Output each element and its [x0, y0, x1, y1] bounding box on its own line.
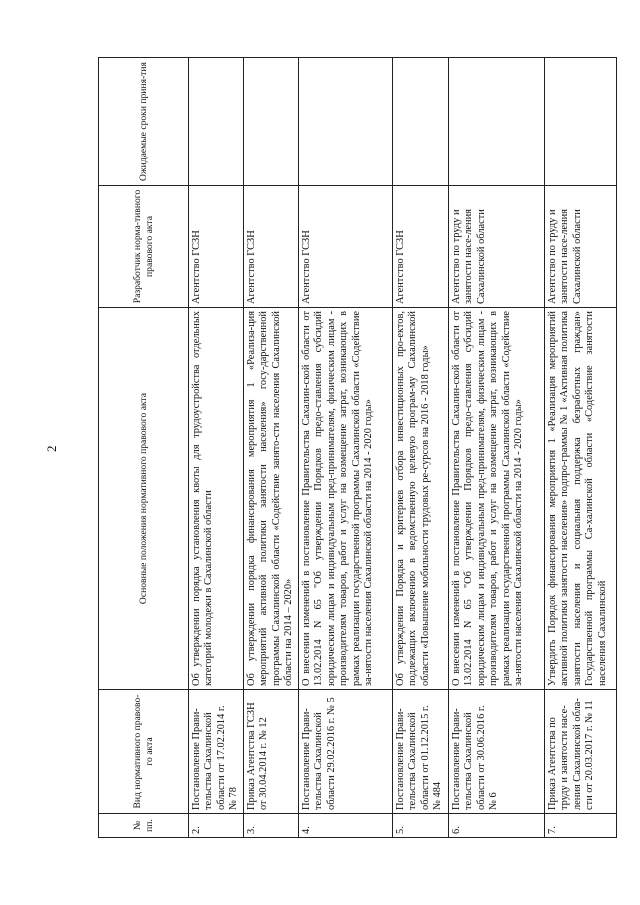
row-developer: Агентство ГСЗН — [392, 186, 448, 308]
table-header-row — [99, 58, 189, 838]
row-number: 7. — [544, 814, 616, 838]
table-row — [544, 58, 616, 838]
row-developer: Агентство ГСЗН — [298, 186, 392, 308]
row-provisions: Утвердить Порядок финансирования мероприятия 1 «Реализация мероприятий активной политики занятости населения» подпро-граммы № 1 «Активная политика занятости населения и социальная поддержка безработных граждан» Государственной программы Са-халинской области «Содействие занятости населения Сахалинской — [544, 308, 616, 690]
table-row — [392, 58, 448, 838]
row-number: 6. — [448, 814, 544, 838]
table-row — [189, 58, 244, 838]
table-row — [298, 58, 392, 838]
header-provisions: Основные положения нормативного правового акта — [99, 308, 189, 690]
row-provisions: Об утверждении Порядка и критериев отбора инвестиционных про-ектов, подлежащих включению в ведомственную целевую програм-му Сахалинской области «Повышение мобильности трудовых ре-сурсов на 2016 - 2018 годы» — [392, 308, 448, 690]
page-number: 2 — [44, 445, 59, 452]
row-number: 5. — [392, 814, 448, 838]
row-developer: Агентство по труду и занятости насе-ления Сахалинской области — [448, 186, 544, 308]
row-deadline — [544, 58, 616, 186]
row-act-kind: Постановление Прави-тельства Сахалинской области от 17.02.2014 г. № 78 — [189, 690, 244, 814]
row-developer: Агентство ГСЗН — [243, 186, 298, 308]
row-deadline — [189, 58, 244, 186]
table-row — [243, 58, 298, 838]
row-number: 3. — [243, 814, 298, 838]
table-row — [448, 58, 544, 838]
row-provisions: Об утверждении порядка установления квоты для трудоустройства отдельных категорий молодежи в Сахалинской области — [189, 308, 244, 690]
row-provisions: О внесении изменений в постановление Правительства Сахалин-ской области от 13.02.2014 N 65 "Об утверждении Порядков предо-ставления субсидий юридическим лицам и индивидуальным пред-принимателям, физическим лицам - производителям товаров, работ и услуг на возмещение затрат, возникающих в рамках реализации государственной программы Сахалинской области «Содействие за-нятости населения Сахалинской области на 2014 - 2020 годы» — [298, 308, 392, 690]
row-number: 2. — [189, 814, 244, 838]
row-act-kind: Приказ Агентства ГСЗН от 30.04.2014 г. № 12 — [243, 690, 298, 814]
header-act-kind: Вид нормативного правово-го акта — [99, 690, 189, 814]
row-deadline — [243, 58, 298, 186]
row-deadline — [392, 58, 448, 186]
row-act-kind: Постановление Прави-тельства Сахалинской области 29.02.2016 г. № 5 — [298, 690, 392, 814]
row-deadline — [298, 58, 392, 186]
row-provisions: О внесении изменений в постановление Правительства Сахалин-ской области от 13.02.2014 N 65 "Об утверждении Порядков предо-ставления субсидий юридическим лицам и индивидуальным пред-принимателям, физическим лицам - производителям товаров, работ и услуг на возмещение затрат, возникающих в рамках реализации государственной программы Сахалинской области «Содействие за-нятости населения Сахалинской области на 2014 - 2020 годы» — [448, 308, 544, 690]
acts-table — [98, 57, 617, 838]
row-act-kind: Постановление Прави-тельства Сахалинской области от 01.12.2015 г. № 484 — [392, 690, 448, 814]
row-developer: Агентство ГСЗН — [189, 186, 244, 308]
header-developer: Разработчик норма-тивного правового акта — [99, 186, 189, 308]
row-act-kind: Постановление Прави-тельства Сахалинской области от 30.06.2016 г. № 6 — [448, 690, 544, 814]
row-provisions: Об утверждении порядка финансирования мероприятия 1 «Реализа-ция мероприятий активной политики занятости населения» госу-дарственной программы Сахалинской области «Содействие занято-сти населения Сахалинской области на 2014 – 2020» — [243, 308, 298, 690]
row-act-kind: Приказ Агентства по труду и занятости насе-ления Сахалинской обла-сти от 20.03.2017 г. № 11 — [544, 690, 616, 814]
header-deadline: Ожидаемые сроки приня-тия — [99, 58, 189, 186]
header-number: № пп. — [99, 814, 189, 838]
row-deadline — [448, 58, 544, 186]
row-number: 4. — [298, 814, 392, 838]
row-developer: Агентство по труду и занятости насе-ления Сахалинской области — [544, 186, 616, 308]
